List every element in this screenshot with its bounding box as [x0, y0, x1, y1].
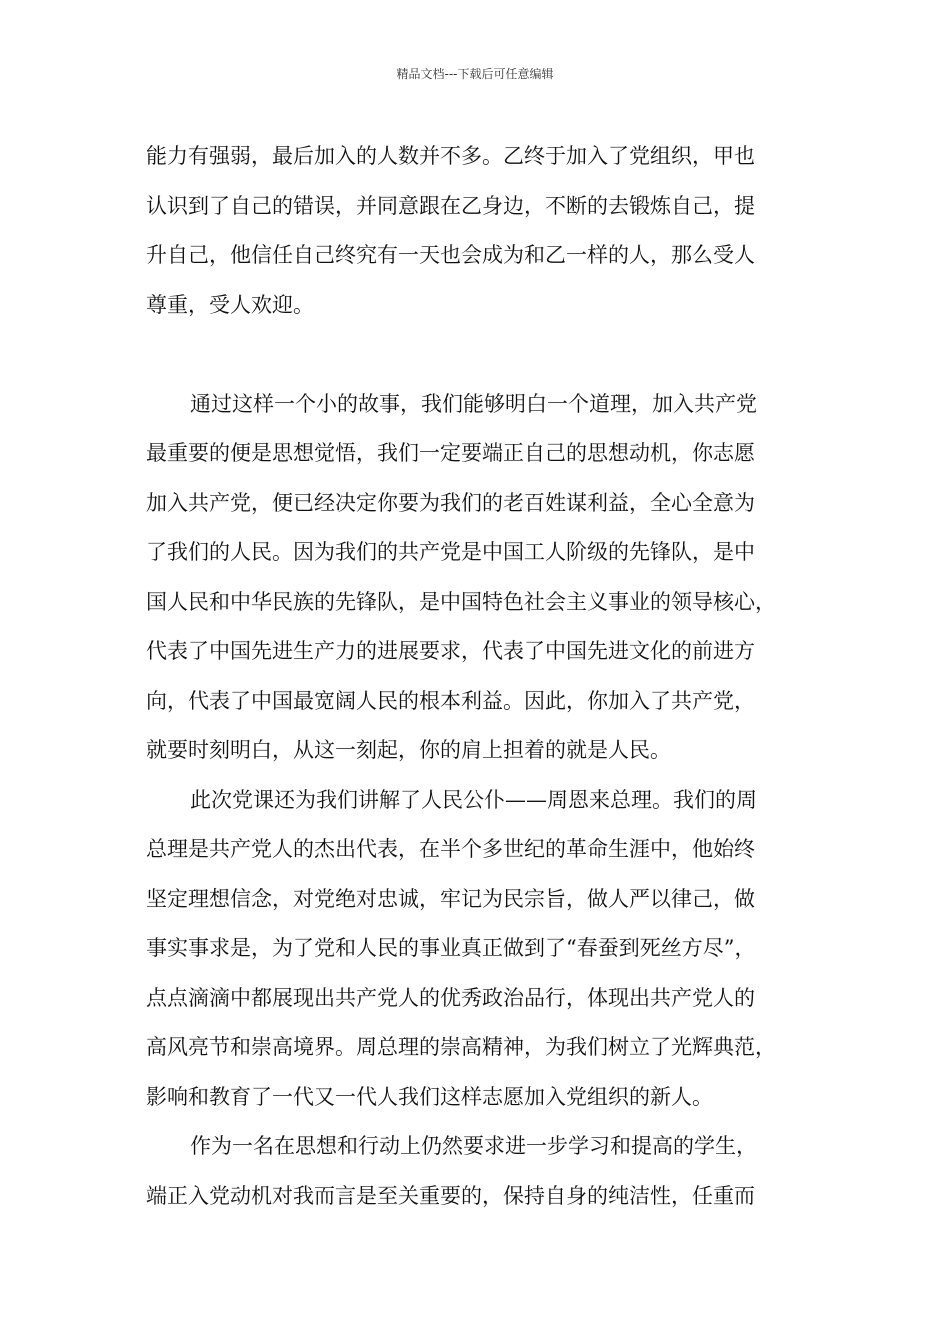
text-line: 尊重，受人欢迎。	[146, 292, 314, 317]
text-line: 代表了中国先进生产力的进展要求，代表了中国先进文化的前进方	[146, 639, 755, 663]
text-line: 影响和教育了一代又一代人我们这样志愿加入党组织的新人。	[146, 1084, 713, 1109]
paragraph-gap	[146, 330, 818, 380]
text-line: 就要时刻明白，从这一刻起，你的肩上担着的就是人民。	[146, 738, 671, 762]
text-line: 坚定理想信念，对党绝对忠诚，牢记为民宗旨，做人严以律己，做	[146, 886, 755, 911]
page-header: 精品文档---下载后可任意编辑	[396, 67, 554, 81]
text-line: 此次党课还为我们讲解了人民公仆——周恩来总理。我们的周	[190, 787, 757, 812]
text-line: 升自己，他信任自己终究有一天也会成为和乙一样的人，那么受人	[146, 243, 755, 267]
text-line: 作为一名在思想和行动上仍然要求进一步学习和提高的学生，	[190, 1134, 757, 1158]
text-line: 向，代表了中国最宽阔人民的根本利益。因此，你加入了共产党，	[146, 688, 755, 713]
text-line: 国人民和中华民族的先锋队，是中国特色社会主义事业的领导核心，	[146, 589, 776, 614]
text-line: 高风亮节和崇高境界。周总理的崇高精神，为我们树立了光辉典范，	[146, 1035, 776, 1059]
text-line: 总理是共产党人的杰出代表，在半个多世纪的革命生涯中，他始终	[146, 837, 755, 861]
text-line: 事实事求是，为了党和人民的事业真正做到了“春蚕到死丝方尽”，	[146, 936, 756, 960]
text-line: 端正入党动机对我而言是至关重要的，保持自身的纯洁性，任重而	[146, 1183, 755, 1208]
text-line: 了我们的人民。因为我们的共产党是中国工人阶级的先锋队，是中	[146, 540, 755, 564]
text-line: 点点滴滴中都展现出共产党人的优秀政治品行，体现出共产党人的	[146, 985, 755, 1010]
text-line: 认识到了自己的错误，并同意跟在乙身边，不断的去锻炼自己，提	[146, 193, 755, 218]
text-line: 最重要的便是思想觉悟，我们一定要端正自己的思想动机，你志愿	[146, 441, 755, 465]
document-body	[146, 132, 818, 1221]
text-line: 加入共产党，便已经决定你要为我们的老百姓谋利益，全心全意为	[146, 490, 755, 515]
text-line: 通过这样一个小的故事，我们能够明白一个道理，加入共产党	[190, 391, 757, 416]
text-line: 能力有强弱，最后加入的人数并不多。乙终于加入了党组织，甲也	[146, 144, 755, 168]
